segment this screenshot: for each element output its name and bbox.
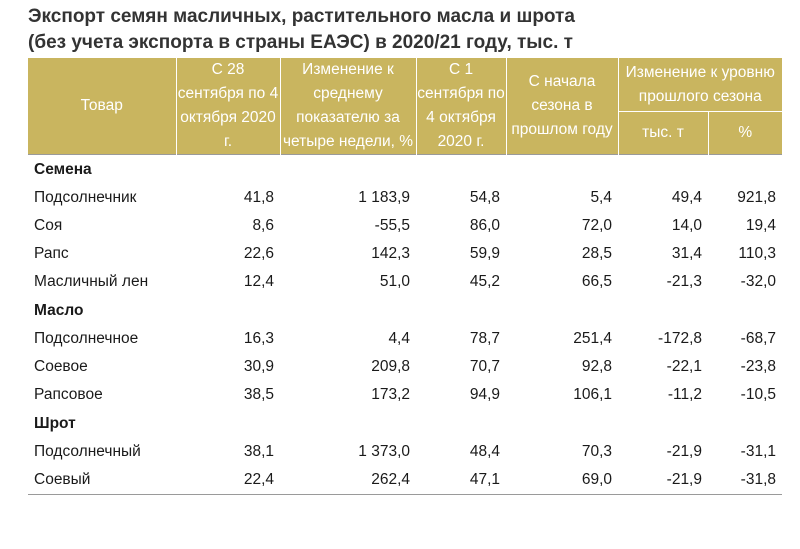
table-row xyxy=(28,268,782,296)
value-cell: 209,8 xyxy=(371,358,410,375)
product-name: Рапсовое xyxy=(34,386,103,403)
product-name: Соевый xyxy=(28,466,176,495)
value-cell: 1 373,0 xyxy=(358,443,410,460)
value-cell: -11,2 xyxy=(667,386,702,403)
value-cell: 1 183,9 xyxy=(358,189,410,206)
value-cell: 70,7 xyxy=(469,358,500,375)
value-cell: -32,0 xyxy=(740,273,777,290)
table-row xyxy=(28,381,782,409)
section-title: Шрот xyxy=(34,414,76,432)
header-product: Товар xyxy=(28,58,176,155)
value-cell: -68,7 xyxy=(740,330,777,347)
value-cell: -21,3 xyxy=(666,273,702,290)
value-cell: -21,9 xyxy=(618,466,708,495)
table-row xyxy=(28,466,782,495)
value-cell: 45,2 xyxy=(469,273,500,290)
value-cell: -10,5 xyxy=(740,386,777,403)
page-title xyxy=(28,4,788,56)
value-cell: -55,5 xyxy=(374,217,410,234)
value-cell: 92,8 xyxy=(581,358,612,375)
value-cell: 173,2 xyxy=(371,386,410,403)
product-name: Соевое xyxy=(34,358,88,375)
value-cell: -31,8 xyxy=(708,466,782,495)
section-title: Масло xyxy=(34,301,84,319)
section-title: Семена xyxy=(28,155,782,185)
table-row xyxy=(28,325,782,353)
table-row xyxy=(28,184,782,212)
header-change-prev: Изменение к уровню прошлого сезона xyxy=(618,58,782,112)
value-cell: -23,8 xyxy=(740,358,777,375)
value-cell: -172,8 xyxy=(658,330,702,347)
table-row xyxy=(28,240,782,268)
value-cell: -22,1 xyxy=(666,358,702,375)
value-cell: 12,4 xyxy=(243,273,274,290)
value-cell: 30,9 xyxy=(243,358,274,375)
value-cell: 31,4 xyxy=(671,245,702,262)
value-cell: 78,7 xyxy=(469,330,500,347)
value-cell: 54,8 xyxy=(469,189,500,206)
value-cell: 22,4 xyxy=(176,466,280,495)
value-cell: 72,0 xyxy=(581,217,612,234)
value-cell: 48,4 xyxy=(469,443,500,460)
title-line-1: Экспорт семян масличных, растительного масла и шрота xyxy=(28,6,575,27)
value-cell: 86,0 xyxy=(469,217,500,234)
product-name: Подсолнечное xyxy=(34,330,139,347)
section-row xyxy=(28,155,782,185)
export-table xyxy=(28,58,782,495)
header-week: С 28 сентября по 4 октября 2020 г. xyxy=(176,58,280,155)
section-row xyxy=(28,409,782,438)
value-cell: 4,4 xyxy=(388,330,410,347)
value-cell: 69,0 xyxy=(506,466,618,495)
value-cell: -31,1 xyxy=(740,443,777,460)
value-cell: 22,6 xyxy=(243,245,274,262)
value-cell: 262,4 xyxy=(280,466,416,495)
header-last-season: С начала сезона в прошлом году xyxy=(506,58,618,155)
value-cell: 49,4 xyxy=(671,189,702,206)
value-cell: 38,5 xyxy=(243,386,274,403)
value-cell: 28,5 xyxy=(581,245,612,262)
header-change-prev-abs: тыс. т xyxy=(618,112,708,155)
value-cell: 8,6 xyxy=(252,217,274,234)
product-name: Соя xyxy=(34,217,63,234)
header-since-sep: С 1 сентября по 4 октября 2020 г. xyxy=(416,58,506,155)
value-cell: -21,9 xyxy=(666,443,702,460)
value-cell: 5,4 xyxy=(590,189,612,206)
header-change-prev-pct: % xyxy=(708,112,782,155)
value-cell: 38,1 xyxy=(243,443,274,460)
value-cell: 51,0 xyxy=(379,273,410,290)
product-name: Масличный лен xyxy=(34,273,149,290)
value-cell: 59,9 xyxy=(469,245,500,262)
value-cell: 142,3 xyxy=(371,245,410,262)
table-row xyxy=(28,212,782,240)
value-cell: 106,1 xyxy=(573,386,612,403)
header-change-avg: Изменение к среднему показателю за четыре недели, % xyxy=(280,58,416,155)
table-row xyxy=(28,438,782,466)
product-name: Рапс xyxy=(34,245,69,262)
value-cell: 19,4 xyxy=(745,217,777,234)
value-cell: 47,1 xyxy=(416,466,506,495)
title-line-2: (без учета экспорта в страны ЕАЭС) в 2020/21 году, тыс. т xyxy=(28,32,573,53)
product-name: Подсолнечник xyxy=(34,189,137,206)
product-name: Подсолнечный xyxy=(34,443,141,460)
value-cell: 14,0 xyxy=(671,217,702,234)
table-row xyxy=(28,353,782,381)
section-row xyxy=(28,296,782,325)
value-cell: 16,3 xyxy=(243,330,274,347)
value-cell: 110,3 xyxy=(738,245,777,262)
value-cell: 251,4 xyxy=(573,330,612,347)
value-cell: 41,8 xyxy=(243,189,274,206)
value-cell: 94,9 xyxy=(469,386,500,403)
value-cell: 70,3 xyxy=(581,443,612,460)
value-cell: 921,8 xyxy=(737,189,777,206)
value-cell: 66,5 xyxy=(581,273,612,290)
table-body xyxy=(28,155,782,495)
